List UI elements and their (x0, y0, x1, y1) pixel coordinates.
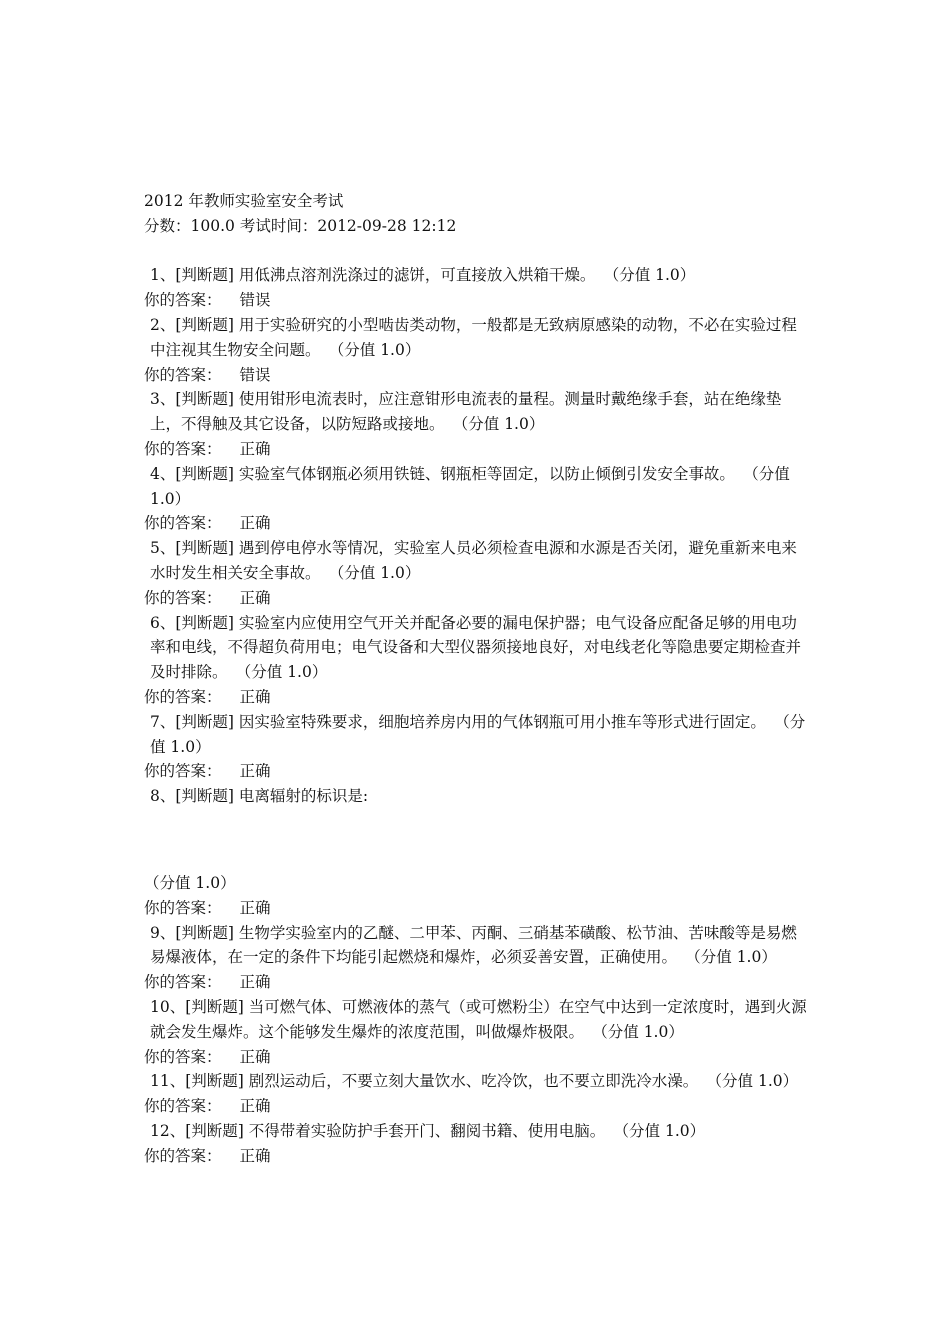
answer-line (144, 970, 810, 995)
question-number: 2、 (150, 315, 176, 334)
question-item (144, 1069, 810, 1094)
exam-title: 2012 年教师实验室安全考试 (144, 192, 344, 210)
question-text: 剧烈运动后，不要立刻大量饮水、吃冷饮，也不要立即洗冷水澡。 (248, 1072, 699, 1091)
question-type: [判断题] (175, 266, 234, 285)
question-item (144, 462, 810, 512)
answer-label: 你的答案： (144, 439, 222, 458)
question-type: [判断题] (185, 1121, 244, 1140)
answer-value: 正确 (239, 762, 271, 781)
question-number: 12、 (150, 1121, 186, 1140)
question-type: [判断题] (175, 390, 234, 409)
question-text: 用低沸点溶剂洗涤过的滤饼，可直接放入烘箱干燥。 (238, 266, 596, 285)
question-score: （分值 1.0） (150, 712, 806, 756)
question-text: 遇到停电停水等情况，实验室人员必须检查电源和水源是否关闭，避免重新来电来水时发生相关安全事故。 (150, 539, 797, 582)
question-item (144, 536, 810, 586)
answer-value: 错误 (239, 291, 271, 310)
radiation-symbol-image-area (144, 809, 810, 871)
question-score: （分值 1.0） (714, 1072, 799, 1091)
question-item (144, 313, 810, 363)
question-item (144, 1119, 810, 1144)
question-text: 实验室气体钢瓶必须用铁链、钢瓶柜等固定，以防止倾倒引发安全事故。 (238, 464, 735, 483)
question-item (144, 784, 810, 809)
question-item (144, 263, 810, 288)
answer-label: 你的答案： (144, 588, 222, 607)
answer-label: 你的答案： (144, 898, 222, 917)
time-value: 2012-09-28 12:12 (317, 216, 457, 235)
answer-line (144, 511, 810, 536)
question-item (144, 995, 810, 1045)
question-item (144, 387, 810, 437)
question-text: 因实验室特殊要求，细胞培养房内用的气体钢瓶可用小推车等形式进行固定。 (238, 712, 766, 731)
question-score: （分值 1.0） (693, 948, 777, 967)
question-type: [判断题] (185, 1072, 244, 1091)
answer-value: 正确 (239, 588, 271, 607)
time-label: 考试时间： (239, 216, 318, 235)
spacer (144, 239, 810, 264)
answer-line (144, 759, 810, 784)
answer-value: 正确 (239, 973, 271, 992)
question-number: 10、 (150, 997, 186, 1016)
answer-line (144, 1094, 810, 1119)
question-number: 5、 (150, 539, 176, 558)
question-text: 生物学实验室内的乙醚、二甲苯、丙酮、三硝基苯磺酸、松节油、苦味酸等是易燃易爆液体，在一定的条件下均能引起燃烧和爆炸，必须妥善安置，正确使用。 (150, 923, 797, 967)
answer-label: 你的答案： (144, 291, 222, 310)
answer-line (144, 1045, 810, 1070)
answer-value: 正确 (239, 687, 271, 706)
question-score: （分值 1.0） (600, 1022, 684, 1041)
answer-line (144, 288, 810, 313)
question-score: （分值 1.0） (460, 415, 545, 434)
answer-line (144, 437, 810, 462)
answer-value: 正确 (239, 1097, 271, 1116)
answer-label: 你的答案： (144, 1047, 222, 1066)
question-number: 9、 (150, 923, 176, 942)
answer-label: 你的答案： (144, 1146, 222, 1165)
question-score: （分值 1.0） (144, 873, 236, 892)
answer-value: 正确 (239, 1146, 271, 1165)
question-item (144, 921, 810, 971)
question-number: 6、 (150, 613, 176, 632)
answer-line (144, 586, 810, 611)
question-type: [判断题] (185, 997, 244, 1016)
answer-value: 正确 (239, 1047, 271, 1066)
exam-document (144, 189, 810, 1168)
question-text: 电离辐射的标识是: (238, 787, 369, 806)
question-text: 不得带着实验防护手套开门、翻阅书籍、使用电脑。 (248, 1121, 606, 1140)
answer-label: 你的答案： (144, 365, 222, 384)
answer-label: 你的答案： (144, 973, 222, 992)
answer-line (144, 685, 810, 710)
question-type: [判断题] (175, 923, 234, 942)
question-number: 7、 (150, 712, 176, 731)
question-type: [判断题] (175, 464, 234, 483)
answer-line (144, 896, 810, 921)
question-type: [判断题] (175, 315, 234, 334)
score-label: 分数： (144, 216, 191, 235)
question-text: 使用钳形电流表时，应注意钳形电流表的量程。测量时戴绝缘手套，站在绝缘垫上，不得触及其它设备，以防短路或接地。 (150, 390, 782, 434)
question-score: （分值 1.0） (150, 464, 790, 508)
question-number: 11、 (150, 1072, 186, 1091)
question-score-line (144, 871, 810, 896)
answer-line (144, 363, 810, 388)
answer-value: 正确 (239, 898, 271, 917)
question-item (144, 611, 810, 685)
question-score: （分值 1.0） (611, 266, 696, 285)
answer-value: 正确 (239, 514, 271, 533)
question-text: 实验室内应使用空气开关并配备必要的漏电保护器；电气设备应配备足够的用电功率和电线，不得超负荷用电；电气设备和大型仪器须接地良好，对电线老化等隐患要定期检查并及时排除。 (150, 613, 802, 682)
score-value: 100.0 (190, 216, 235, 235)
answer-value: 错误 (239, 365, 271, 384)
question-score: （分值 1.0） (243, 663, 328, 682)
question-number: 1、 (150, 266, 176, 285)
answer-label: 你的答案： (144, 762, 222, 781)
answer-label: 你的答案： (144, 1097, 222, 1116)
question-type: [判断题] (175, 787, 234, 806)
question-score: （分值 1.0） (621, 1121, 706, 1140)
question-item (144, 710, 810, 760)
answer-label: 你的答案： (144, 514, 222, 533)
question-number: 4、 (150, 464, 176, 483)
question-text: 当可燃气体、可燃液体的蒸气（或可燃粉尘）在空气中达到一定浓度时，遇到火源就会发生爆炸。这个能够发生爆炸的浓度范围，叫做爆炸极限。 (150, 997, 807, 1041)
question-type: [判断题] (175, 712, 234, 731)
answer-label: 你的答案： (144, 687, 222, 706)
question-score: （分值 1.0） (336, 340, 421, 359)
answer-line (144, 1144, 810, 1169)
question-type: [判断题] (175, 539, 234, 558)
answer-value: 正确 (239, 439, 271, 458)
question-number: 8、 (150, 787, 176, 806)
question-type: [判断题] (175, 613, 234, 632)
question-score: （分值 1.0） (336, 563, 421, 582)
question-number: 3、 (150, 390, 176, 409)
exam-meta (144, 214, 810, 239)
question-text: 用于实验研究的小型啮齿类动物，一般都是无致病原感染的动物，不必在实验过程中注视其生物安全问题。 (150, 315, 797, 359)
question-list (144, 263, 810, 1168)
